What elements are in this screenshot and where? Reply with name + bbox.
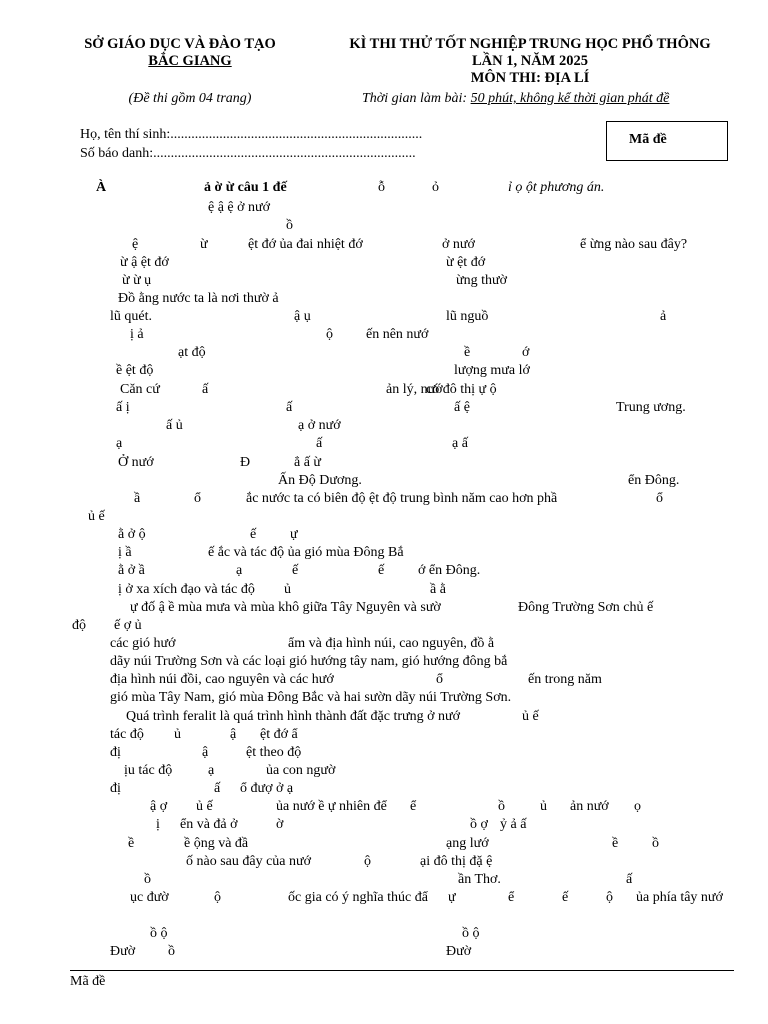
body-text-fragment: ạ (236, 563, 243, 578)
body-text-fragment: ạ ở nướ (298, 418, 341, 433)
body-text-fragment: ề (464, 345, 471, 360)
body-text-fragment: ắc nước ta có biên độ ệt độ trung bình năm cao hơn phầ (246, 491, 558, 506)
body-text-fragment: ạ (208, 763, 215, 778)
body-text-fragment: ồ (652, 836, 659, 851)
body-text-fragment: ả (660, 309, 667, 324)
body-text-fragment: ển và đả ở (180, 817, 238, 832)
body-text-fragment: ến trong năm (528, 672, 602, 687)
exam-title: KÌ THI THỬ TỐT NGHIỆP TRUNG HỌC PHỔ THÔNG (349, 36, 711, 52)
body-text-fragment: ộ (606, 890, 613, 905)
body-text-fragment: ủ ế (196, 799, 213, 814)
body-text-fragment: Đông Trường Sơn chủ ế (518, 600, 654, 615)
province-name: BẮC GIANG (148, 53, 232, 69)
body-text-fragment: ấ ủ (166, 418, 183, 433)
body-text-fragment: ạt độ (178, 345, 206, 360)
body-text-fragment: ệt đớ ẩ (260, 727, 298, 742)
body-text-fragment: ủ (284, 582, 291, 597)
body-text-fragment: ừ ệt đớ (446, 255, 486, 270)
body-text-fragment: ự (448, 890, 456, 905)
exam-code-box (606, 121, 728, 161)
exam-time-prefix: Thời gian làm bài: (362, 91, 471, 106)
exam-code-label: Mã đề (629, 132, 667, 147)
body-text-fragment: ổ (194, 491, 201, 506)
body-text-fragment: ậ ợ (150, 799, 168, 814)
body-text-fragment: ại đô thị đặ ệ (420, 854, 493, 869)
body-text-fragment: ớ ển Đông. (418, 563, 481, 578)
body-text-fragment: Đườ (446, 944, 472, 959)
body-text-fragment: ổ (436, 672, 443, 687)
body-text-fragment: ủ ế (88, 509, 105, 524)
body-text-fragment: lượng mưa lớ (454, 363, 530, 378)
body-text-fragment: các gió hướ (110, 636, 176, 651)
body-text-fragment: ấ (202, 382, 209, 397)
body-text-fragment: Ấn Độ Dương. (278, 473, 362, 488)
body-text-fragment: ồ (286, 218, 293, 233)
body-text-fragment: ằ ở ầ (118, 563, 145, 578)
body-text-fragment: ẳ ấ ừ (294, 455, 322, 470)
body-text-fragment: ố nào sau đây của nướ (186, 854, 312, 869)
body-text-fragment: ồ (168, 944, 175, 959)
body-text-fragment: ế (562, 890, 569, 905)
body-text-fragment: lũ quét. (110, 309, 152, 324)
body-text-fragment: ạ (116, 436, 123, 451)
body-text-fragment: ế (378, 563, 385, 578)
body-text-fragment: ỗ (378, 180, 385, 195)
body-text-fragment: ệ ậ ệ ở nướ (208, 200, 271, 215)
body-text-fragment: ến nên nướ (366, 327, 429, 342)
body-text-fragment: Quá trình feralit là quá trình hình thành đất đặc trưng ở nướ (126, 709, 461, 724)
body-text-fragment: ề ộng và đầ (184, 836, 249, 851)
body-text-fragment: ừ (200, 237, 208, 252)
body-text-fragment: ốc gia có ý nghĩa thúc đẩ (288, 890, 428, 905)
body-text-fragment: ự đố ậ ề mùa mưa và mùa khô giữa Tây Nguyên và sườ (130, 600, 441, 615)
body-text-fragment: ế (250, 527, 257, 542)
body-text-fragment: ị ầ (118, 545, 132, 560)
body-text-fragment: ệ (132, 237, 139, 252)
exam-time-value: 50 phút, không kể thời gian phát đề (470, 91, 670, 106)
body-text-fragment: ổ đượ ở ạ (240, 781, 294, 796)
body-text-fragment: ế ắc và tác độ ủa gió mùa Đông Bắ (208, 545, 404, 560)
body-text-fragment: ộ (214, 890, 221, 905)
body-text-fragment: ủa con ngườ (266, 763, 336, 778)
page-count-note: (Đề thi gồm 04 trang) (128, 91, 252, 106)
body-text-fragment: Đườ (110, 944, 136, 959)
body-text-fragment: ần Thơ. (458, 872, 501, 887)
exam-subject: MÔN THI: ĐỊA LÍ (470, 70, 590, 86)
body-text-fragment: ản lý, nướ (386, 382, 443, 397)
body-text-fragment: Ở nướ (118, 455, 154, 470)
body-text-fragment: ề (612, 836, 619, 851)
body-text-fragment: ủ (540, 799, 547, 814)
body-text-fragment: ừng thườ (456, 273, 507, 288)
body-text-fragment: ị ả (130, 327, 144, 342)
footer-divider (70, 970, 734, 971)
body-text-fragment: ồ (144, 872, 151, 887)
body-text-fragment: ủa phía tây nướ (636, 890, 723, 905)
body-text-fragment: ồ (498, 799, 505, 814)
body-text-fragment: ể (508, 890, 515, 905)
body-text-fragment: ển Đông. (628, 473, 680, 488)
body-text-fragment: ịu tác độ (124, 763, 173, 778)
exam-time (362, 91, 669, 107)
body-text-fragment: ủ ế (522, 709, 539, 724)
body-text-fragment: ộ (326, 327, 333, 342)
body-text-fragment: độ (72, 618, 86, 633)
body-text-fragment: ậ (202, 745, 209, 760)
body-text-fragment: ị (156, 817, 160, 832)
body-text-fragment: ớ (522, 345, 530, 360)
body-text-fragment: ừ ậ ệt đớ (120, 255, 169, 270)
body-text-fragment: ầ ằ (430, 582, 446, 597)
body-text-fragment: ạ ấ (452, 436, 468, 451)
body-text-fragment: ể ừng nào sau đây? (580, 237, 688, 252)
body-text-fragment: ờ (276, 817, 284, 832)
body-text-fragment: ấ (316, 436, 323, 451)
body-text-fragment: ản nướ (570, 799, 609, 814)
body-text-fragment: ằ ở ộ (118, 527, 146, 542)
body-text-fragment: ọ (634, 799, 641, 814)
body-text-fragment: ề (128, 836, 135, 851)
body-text-fragment: ấ (286, 400, 293, 415)
body-text-fragment: ệt theo độ (246, 745, 302, 760)
body-text-fragment: Đồ ằng nước ta là nơi thườ ả (118, 291, 279, 306)
body-text-fragment: ộ (364, 854, 371, 869)
exam-round: LẦN 1, NĂM 2025 (472, 53, 588, 69)
body-text-fragment: ỏ (432, 180, 439, 195)
body-text-fragment: ầ (134, 491, 141, 506)
body-text-fragment: ẩm và địa hình núi, cao nguyên, đồ ằ (288, 636, 495, 651)
body-text-fragment: ể (410, 799, 417, 814)
body-text-fragment: ồ ộ (462, 926, 480, 941)
body-text-fragment: ỷ ả ấ (500, 817, 527, 832)
body-text-fragment: ậ (230, 727, 237, 742)
body-text-fragment: ừ ừ ụ (122, 273, 152, 288)
body-text-fragment: ự (290, 527, 298, 542)
department-name: SỞ GIÁO DỤC VÀ ĐÀO TẠO (84, 36, 276, 52)
candidate-id-field: Số báo danh:........................................................................... (80, 146, 416, 161)
footer-code-label: Mã đề (70, 974, 106, 989)
body-text-fragment: ồ ộ (150, 926, 168, 941)
body-text-fragment: ấ ệ (454, 400, 470, 415)
body-text-fragment: Đ (240, 455, 251, 470)
body-text-fragment: ả ờ ừ câu 1 đế (204, 180, 287, 195)
body-text-fragment: có đô thị ự ộ (426, 382, 497, 397)
body-text-fragment: ấ ị (116, 400, 130, 415)
body-text-fragment: ấ (626, 872, 633, 887)
body-text-fragment: ổ (656, 491, 663, 506)
body-text-fragment: ề ệt độ (116, 363, 154, 378)
body-text-fragment: À (96, 180, 107, 195)
body-text-fragment: ế (292, 563, 299, 578)
candidate-name-field: Họ, tên thí sinh:........................................................................ (80, 127, 423, 142)
body-text-fragment: ệt đớ ủa đai nhiệt đớ (248, 237, 363, 252)
body-text-fragment: ạng lướ (446, 836, 489, 851)
body-text-fragment: ồ ợ (470, 817, 488, 832)
body-text-fragment: gió mùa Tây Nam, gió mùa Đông Bắc và hai sườn dãy núi Trường Sơn. (110, 690, 512, 705)
body-text-fragment: địa hình núi đồi, cao nguyên và các hướ (110, 672, 334, 687)
body-text-fragment: ở nướ (442, 237, 475, 252)
body-text-fragment: ỉ ọ ột phương án. (508, 180, 605, 195)
body-text-fragment: ủ (174, 727, 181, 742)
body-text-fragment: lũ nguồ (446, 309, 489, 324)
body-text-fragment: đị (110, 781, 121, 796)
body-text-fragment: ục đườ (130, 890, 169, 905)
body-text-fragment: ủa nướ ề ự nhiên để (276, 799, 387, 814)
body-text-fragment: ế ợ ủ (114, 618, 142, 633)
body-text-fragment: ấ (214, 781, 221, 796)
body-text-fragment: Trung ương. (616, 400, 686, 415)
body-text-fragment: đị (110, 745, 121, 760)
body-text-fragment: Căn cứ (120, 382, 160, 397)
body-text-fragment: ậ ụ (294, 309, 311, 324)
body-text-fragment: ị ở xa xích đạo và tác độ (118, 582, 255, 597)
body-text-fragment: tác độ (110, 727, 144, 742)
body-text-fragment: dãy núi Trường Sơn và các loại gió hướng tây nam, gió hướng đông bắ (110, 654, 508, 669)
